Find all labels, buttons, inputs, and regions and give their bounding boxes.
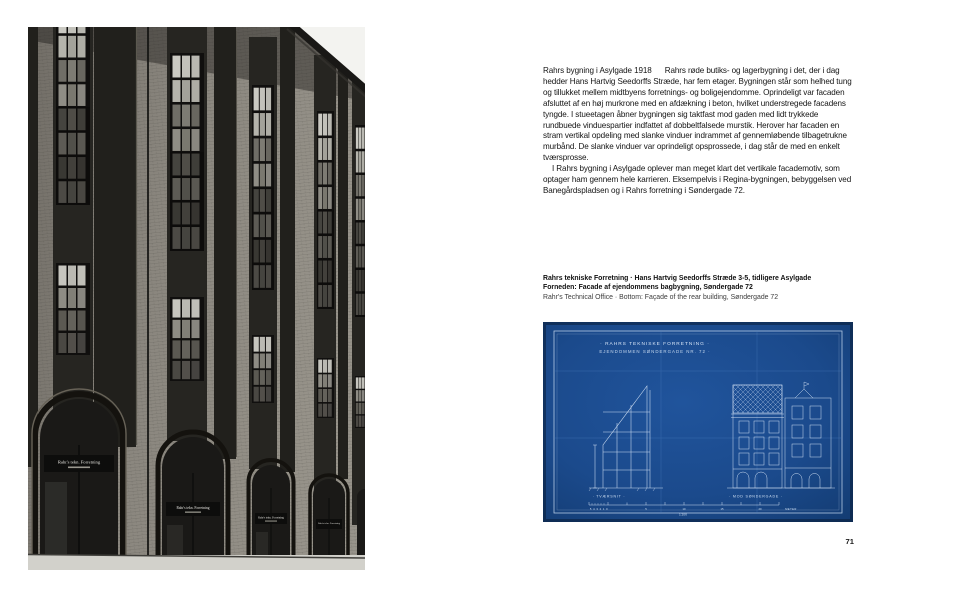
shop-sign-text: Rahr's tekn. Forretning: [57, 459, 101, 465]
facade-photograph: [28, 27, 365, 570]
svg-text:Rahr's tekn. Forretning: Rahr's tekn. Forretning: [258, 516, 284, 520]
caption-line-1: Rahrs tekniske Forretning · Hans Hartvig Seedorffs Stræde 3-5, tidligere Asylgade: [543, 275, 812, 282]
svg-text:5 4 3 2 1 0: 5 4 3 2 1 0: [589, 508, 609, 511]
caption-line-2: Forneden: Facade af ejendommens bagbygning, Søndergade 72: [543, 284, 753, 292]
blueprint-scale-ratio: 1:100: [679, 512, 687, 517]
article-paragraph-1: [543, 66, 856, 164]
svg-text:5: 5: [645, 508, 647, 511]
svg-text:15: 15: [720, 508, 724, 511]
blueprint-title-line-2: EJENDOMMEN SØNDERGADE NR. 72 ·: [599, 349, 711, 354]
svg-text:10: 10: [682, 508, 686, 511]
blueprint-section-label: · TVÆRSNIT ·: [592, 494, 626, 499]
blueprint-facade-label: · MOD SØNDERGADE ·: [729, 494, 783, 499]
blueprint-title-line-1: · RAHRS TEKNISKE FORRETNING ·: [600, 342, 710, 347]
article-heading: Rahrs bygning i Asylgade 1918: [543, 66, 652, 75]
svg-text:Rahr's tekn. Forretning: Rahr's tekn. Forretning: [176, 506, 210, 510]
svg-text:METER: METER: [785, 508, 797, 511]
article-paragraph-2: I Rahrs bygning i Asylgade oplever man meget klart det vertikale facademotiv, som optager ham gennem hele karrieren. Eksempelvis i Regina-bygningen, bebyggelsen ved Banegårdspladsen og i Rahrs forretning i Søndergade 72.: [543, 164, 852, 195]
blueprint-figure: [543, 322, 853, 522]
svg-text:20: 20: [758, 508, 762, 511]
figure-caption: [543, 274, 873, 302]
page-number: 71: [845, 537, 854, 546]
svg-text:Rahr's tekn. Forretning: Rahr's tekn. Forretning: [317, 522, 341, 525]
article-body-1: Rahrs røde butiks- og lagerbygning i det, der i dag hedder Hans Hartvig Seedorffs Stræde, har fem etager. Bygningen står som helhed tung og tillukket mellem midtbyens forretnings- og boligejendomme. Oprindeligt var facaden afsluttet af en høj murkrone med en afdækning i beton, hvilket understregede facadens tyngde. I stueetagen åbner bygningen sig taktfast mod gaden med lidt trykkede rundbuede vinduespartier indfattet af dobbeltfalsede murstik. Herover har facaden en stram vertikal opdeling med slanke vinduer indrammet af gennemløbende tilbagetrukne murbånd. De slanke vinduer var oprindeligt opsprossede, i dag står de med en enkelt tværsprosse.: [543, 66, 852, 163]
caption-line-3: Rahr's Technical Office · Bottom: Façade of the rear building, Søndergade 72: [543, 293, 779, 301]
photo-pavement: [28, 555, 365, 571]
article-text-block: [543, 66, 856, 197]
